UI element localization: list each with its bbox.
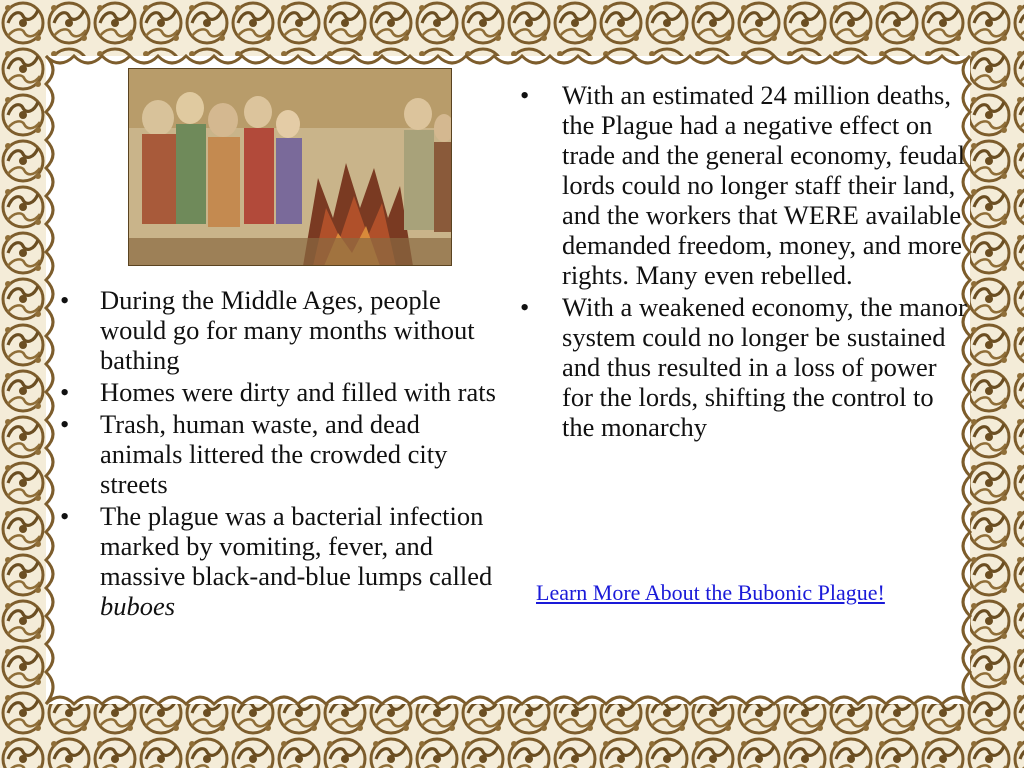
link-area [536,580,966,606]
list-item [58,285,498,375]
bullet-glyph: • [60,377,70,407]
list-item [58,409,498,499]
list-item [518,80,968,290]
bullet-glyph: • [520,80,530,110]
left-bullet-list [58,285,498,621]
bullet-text: With a weakened economy, the manor system could no longer be sustained and thus resulted in a loss of power for the lords, shifting the control to the monarchy [562,292,967,442]
list-item [58,501,498,621]
bullet-text: During the Middle Ages, people would go for many months without bathing [100,285,475,375]
learn-more-link[interactable]: Learn More About the Bubonic Plague! [536,580,885,605]
medieval-painting-image [128,68,452,266]
bullet-glyph: • [60,409,70,439]
bullet-text: With an estimated 24 million deaths, the Plague had a negative effect on trade and the general economy, feudal lords could no longer staff their land, and the workers that WERE available demanded freedom, money, and more rights. Many even rebelled. [562,80,965,290]
right-bullet-list [518,80,968,442]
bullet-glyph: • [60,285,70,315]
list-item [518,292,968,442]
bullet-text: The plague was a bacterial infection marked by vomiting, fever, and massive black-and-blue lumps called [100,501,493,591]
left-column [58,285,498,623]
right-column [518,80,968,444]
list-item [58,377,498,407]
bullet-glyph: • [60,501,70,531]
bullet-emphasis: buboes [100,591,176,621]
bullet-text: Homes were dirty and filled with rats [100,377,496,407]
bullet-glyph: • [520,292,530,322]
bullet-text: Trash, human waste, and dead animals littered the crowded city streets [100,409,448,499]
